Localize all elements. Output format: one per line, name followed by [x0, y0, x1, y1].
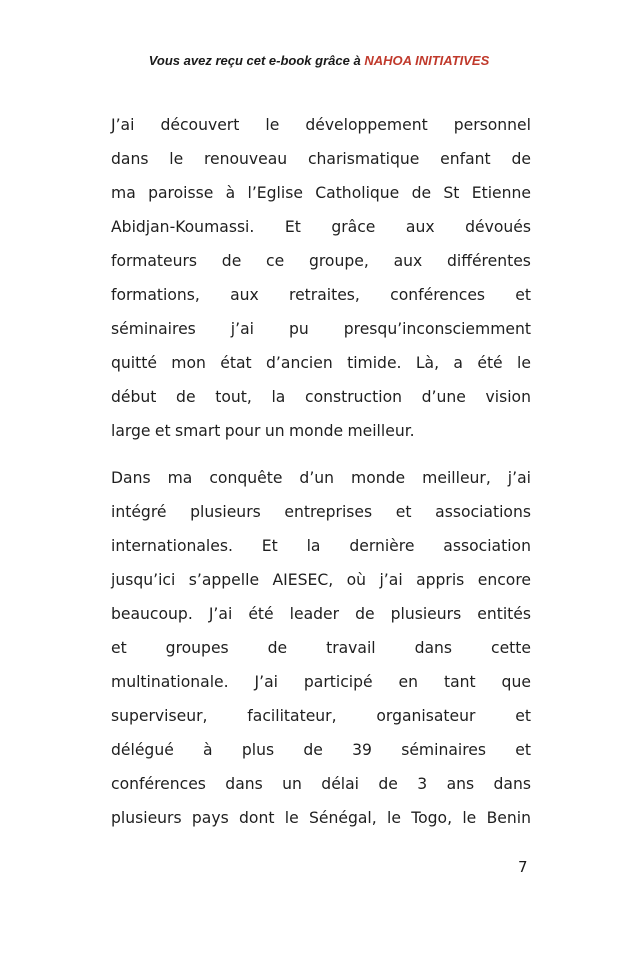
text-line: séminaires j’ai pu presqu’inconsciemment [111, 320, 531, 338]
text-line: large et smart pour un monde meilleur. [111, 422, 415, 440]
text-line: et groupes de travail dans cette [111, 639, 531, 657]
text-line: jusqu’ici s’appelle AIESEC, où j’ai appris encore [111, 571, 531, 589]
body-text [111, 108, 531, 835]
page-number: 7 [518, 858, 528, 876]
text-line: délégué à plus de 39 séminaires et [111, 741, 531, 759]
text-line: ma paroisse à l’Eglise Catholique de St Etienne [111, 184, 531, 202]
header-text: Vous avez reçu cet e-book grâce à [148, 53, 361, 68]
text-line: conférences dans un délai de 3 ans dans [111, 775, 531, 793]
text-line: plusieurs pays dont le Sénégal, le Togo, le Benin [111, 809, 531, 827]
text-line: superviseur, facilitateur, organisateur et [111, 707, 531, 725]
text-line: dans le renouveau charismatique enfant de [111, 150, 531, 168]
page-header [0, 53, 638, 68]
paragraph-1 [111, 108, 531, 448]
header-brand: NAHOA INITIATIVES [364, 53, 490, 68]
text-line: J’ai découvert le développement personnel [111, 116, 531, 134]
text-line: multinationale. J’ai participé en tant que [111, 673, 531, 691]
text-line: formateurs de ce groupe, aux différentes [111, 252, 531, 270]
text-line: début de tout, la construction d’une vision [111, 388, 531, 406]
text-line: Abidjan-Koumassi. Et grâce aux dévoués [111, 218, 531, 236]
text-line: internationales. Et la dernière association [111, 537, 531, 555]
paragraph-2 [111, 461, 531, 835]
text-line: intégré plusieurs entreprises et associations [111, 503, 531, 521]
text-line: quitté mon état d’ancien timide. Là, a été le [111, 354, 531, 372]
text-line: formations, aux retraites, conférences et [111, 286, 531, 304]
text-line: beaucoup. J’ai été leader de plusieurs entités [111, 605, 531, 623]
text-line: Dans ma conquête d’un monde meilleur, j’ai [111, 469, 531, 487]
